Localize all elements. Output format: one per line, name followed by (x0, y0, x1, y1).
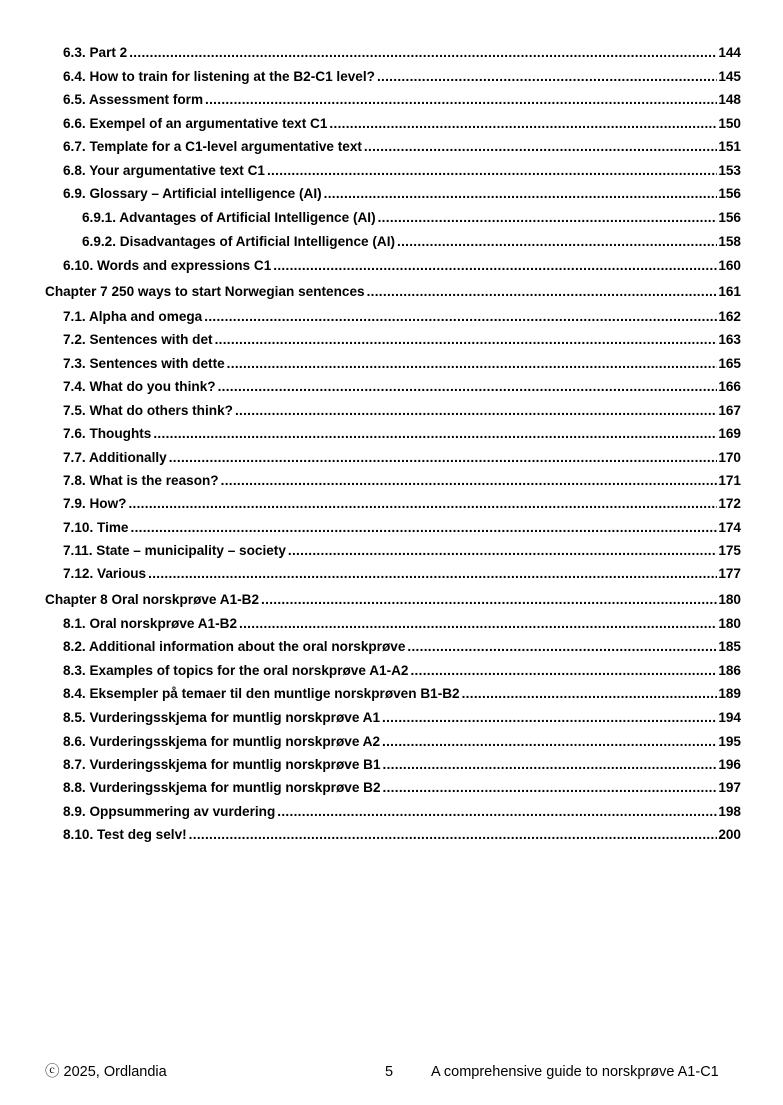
toc-entry[interactable] (63, 518, 741, 538)
toc-entry[interactable] (63, 614, 741, 634)
toc-dot-leader (267, 161, 717, 181)
toc-entry[interactable] (63, 494, 741, 514)
toc-entry[interactable] (63, 471, 741, 491)
toc-dot-leader (410, 661, 717, 681)
toc-entry-page: 144 (718, 45, 741, 60)
toc-entry-title: 7.7. Additionally (63, 450, 167, 465)
toc-entry-title: 6.9.1. Advantages of Artificial Intelligence (AI) (82, 210, 376, 225)
toc-entry[interactable] (63, 825, 741, 845)
toc-entry-title: 6.8. Your argumentative text C1 (63, 163, 265, 178)
toc-entry-title: 7.11. State – municipality – society (63, 543, 286, 558)
toc-dot-leader (204, 307, 717, 327)
toc-dot-leader (221, 471, 718, 491)
toc-dot-leader (378, 208, 718, 228)
toc-dot-leader (397, 232, 717, 252)
toc-dot-leader (462, 684, 718, 704)
toc-entry-title: 7.9. How? (63, 496, 127, 511)
toc-entry-page: 151 (718, 139, 741, 154)
toc-dot-leader (131, 518, 718, 538)
page-footer (0, 1062, 783, 1082)
toc-entry-title: 7.2. Sentences with det (63, 332, 213, 347)
toc-entry-title: 6.9. Glossary – Artificial intelligence (AI) (63, 186, 322, 201)
toc-entry[interactable] (63, 802, 741, 822)
toc-entry[interactable] (82, 232, 741, 252)
toc-dot-leader (382, 708, 717, 728)
toc-entry[interactable] (63, 755, 741, 775)
toc-dot-leader (148, 564, 717, 584)
toc-entry-page: 158 (718, 234, 741, 249)
toc-entry[interactable] (63, 137, 741, 157)
toc-entry-page: 197 (718, 780, 741, 795)
toc-entry[interactable] (63, 424, 741, 444)
toc-entry-page: 171 (718, 473, 741, 488)
toc-entry-page: 160 (718, 258, 741, 273)
toc-entry-page: 145 (718, 69, 741, 84)
toc-entry-page: 150 (718, 116, 741, 131)
toc-entry[interactable] (63, 43, 741, 63)
toc-dot-leader (235, 401, 717, 421)
toc-entry-page: 189 (718, 686, 741, 701)
toc-entry[interactable] (63, 90, 741, 110)
toc-dot-leader (153, 424, 717, 444)
toc-entry[interactable] (63, 778, 741, 798)
toc-entry-page: 185 (718, 639, 741, 654)
toc-entry-title: Chapter 8 Oral norskprøve A1-B2 (45, 592, 260, 607)
toc-entry-title: 8.8. Vurderingsskjema for muntlig norskprøve B2 (63, 780, 381, 795)
toc-entry-title: 8.3. Examples of topics for the oral norskprøve A1-A2 (63, 663, 409, 678)
toc-entry-page: 170 (718, 450, 741, 465)
toc-entry-page: 156 (718, 186, 741, 201)
toc-entry-title: 7.4. What do you think? (63, 379, 216, 394)
toc-entry-page: 186 (718, 663, 741, 678)
toc-entry-page: 162 (718, 309, 741, 324)
toc-entry-title: 6.9.2. Disadvantages of Artificial Intelligence (AI) (82, 234, 395, 249)
toc-entry-title: 8.1. Oral norskprøve A1-B2 (63, 616, 238, 631)
toc-entry[interactable] (63, 67, 741, 87)
toc-entry-page: 174 (718, 520, 741, 535)
toc-dot-leader (407, 637, 717, 657)
toc-entry[interactable] (63, 541, 741, 561)
toc-dot-leader (129, 43, 717, 63)
toc-entry[interactable] (63, 401, 741, 421)
toc-entry-title: 7.1. Alpha and omega (63, 309, 203, 324)
toc-entry-page: 198 (718, 804, 741, 819)
toc-entry-title: 7.5. What do others think? (63, 403, 233, 418)
toc-entry-title: 8.7. Vurderingsskjema for muntlig norskprøve B1 (63, 757, 381, 772)
toc-entry-title: 8.2. Additional information about the oral norskprøve (63, 639, 406, 654)
toc-entry-title: 6.4. How to train for listening at the B2-C1 level? (63, 69, 375, 84)
toc-entry-title: 7.6. Thoughts (63, 426, 152, 441)
toc-entry-title: 7.10. Time (63, 520, 129, 535)
footer-page-number: 5 (385, 1064, 394, 1080)
toc-entry-title: 7.12. Various (63, 566, 147, 581)
toc-entry[interactable] (45, 282, 741, 302)
toc-entry[interactable] (63, 330, 741, 350)
toc-entry-title: 6.5. Assessment form (63, 92, 204, 107)
toc-entry-title: 6.6. Exempel of an argumentative text C1 (63, 116, 328, 131)
toc-entry-page: 161 (718, 284, 741, 299)
toc-entry-page: 166 (718, 379, 741, 394)
toc-entry-title: 8.10. Test deg selv! (63, 827, 187, 842)
toc-entry[interactable] (63, 684, 741, 704)
toc-dot-leader (261, 590, 717, 610)
toc-entry[interactable] (63, 448, 741, 468)
toc-entry-page: 167 (718, 403, 741, 418)
toc-entry-page: 180 (718, 592, 741, 607)
toc-entry[interactable] (63, 114, 741, 134)
toc-entry[interactable] (63, 307, 741, 327)
toc-dot-leader (273, 256, 717, 276)
toc-entry-page: 200 (718, 827, 741, 842)
toc-dot-leader (128, 494, 717, 514)
toc-dot-leader (227, 354, 718, 374)
toc-entry-title: 6.10. Words and expressions C1 (63, 258, 272, 273)
toc-dot-leader (189, 825, 718, 845)
toc-entry-title: 7.8. What is the reason? (63, 473, 219, 488)
toc-entry-page: 194 (718, 710, 741, 725)
toc-entry[interactable] (82, 208, 741, 228)
toc-entry-page: 175 (718, 543, 741, 558)
footer-copyright: ⓒ 2025, Ordlandia (45, 1064, 167, 1080)
toc-entry-title: 6.3. Part 2 (63, 45, 128, 60)
toc-entry-title: 8.5. Vurderingsskjema for muntlig norskprøve A1 (63, 710, 381, 725)
toc-entry[interactable] (63, 661, 741, 681)
toc-dot-leader (367, 282, 718, 302)
toc-entry[interactable] (63, 184, 741, 204)
toc-entry-page: 165 (718, 356, 741, 371)
toc-dot-leader (205, 90, 717, 110)
toc-entry[interactable] (63, 637, 741, 657)
toc-dot-leader (215, 330, 718, 350)
toc-dot-leader (329, 114, 717, 134)
toc-entry-page: 169 (718, 426, 741, 441)
toc-entry-page: 195 (718, 734, 741, 749)
toc-dot-leader (377, 67, 717, 87)
toc-entry[interactable] (63, 354, 741, 374)
toc-entry[interactable] (63, 161, 741, 181)
toc-entry[interactable] (63, 708, 741, 728)
toc-dot-leader (239, 614, 717, 634)
toc-entry-title: Chapter 7 250 ways to start Norwegian sentences (45, 284, 365, 299)
toc-entry-title: 8.4. Eksempler på temaer til den muntlige norskprøven B1-B2 (63, 686, 460, 701)
toc-entry-page: 196 (718, 757, 741, 772)
toc-entry-page: 148 (718, 92, 741, 107)
toc-entry-page: 153 (718, 163, 741, 178)
toc-entry[interactable] (63, 377, 741, 397)
toc-dot-leader (383, 778, 718, 798)
toc-entry-page: 177 (718, 566, 741, 581)
toc-entry-page: 156 (718, 210, 741, 225)
toc-entry-page: 180 (718, 616, 741, 631)
toc-dot-leader (382, 732, 717, 752)
toc-dot-leader (324, 184, 718, 204)
toc-entry-title: 6.7. Template for a C1-level argumentative text (63, 139, 362, 154)
toc-entry[interactable] (63, 564, 741, 584)
toc-entry-page: 163 (718, 332, 741, 347)
toc-entry-title: 8.9. Oppsummering av vurdering (63, 804, 276, 819)
toc-entry-page: 172 (718, 496, 741, 511)
toc-dot-leader (277, 802, 717, 822)
toc-entry-title: 8.6. Vurderingsskjema for muntlig norskprøve A2 (63, 734, 381, 749)
toc-entry-title: 7.3. Sentences with dette (63, 356, 225, 371)
footer-book-title: A comprehensive guide to norskprøve A1-C1 (431, 1064, 719, 1080)
toc-entry[interactable] (45, 590, 741, 610)
toc-dot-leader (218, 377, 718, 397)
toc-entry[interactable] (63, 732, 741, 752)
toc-dot-leader (288, 541, 717, 561)
toc-entry[interactable] (63, 256, 741, 276)
toc-dot-leader (364, 137, 717, 157)
toc-dot-leader (383, 755, 718, 775)
toc-dot-leader (169, 448, 718, 468)
